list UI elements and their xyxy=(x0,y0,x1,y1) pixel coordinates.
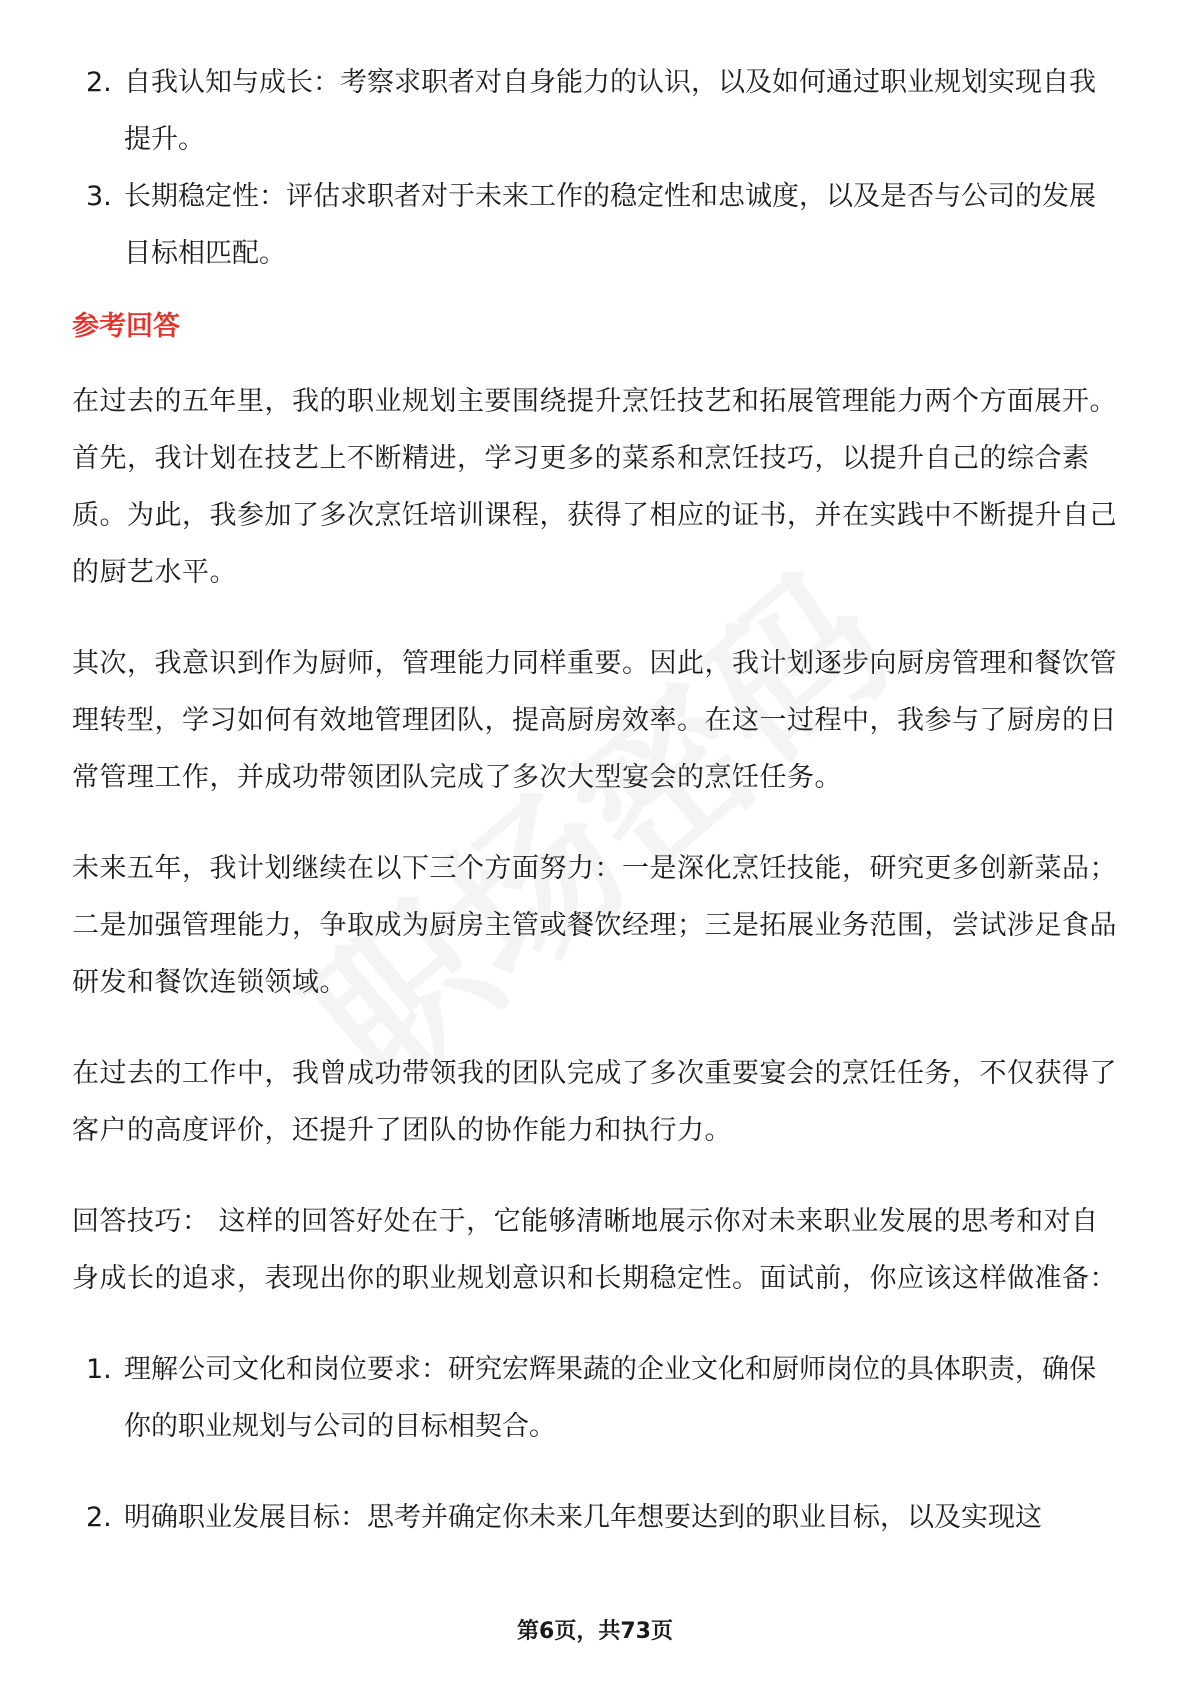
list-item-text: 明确职业发展目标：思考并确定你未来几年想要达到的职业目标，以及实现这 xyxy=(124,1502,1042,1533)
list-item-number: 2. xyxy=(86,1502,112,1533)
list-item-number: 1. xyxy=(86,1354,112,1385)
answer-paragraph: 在过去的五年里，我的职业规划主要围绕提升烹饪技艺和拓展管理能力两个方面展开。首先，我计划在技艺上不断精进，学习更多的菜系和烹饪技巧，以提升自己的综合素质。为此，我参加了多次烹饪培训课程，获得了相应的证书，并在实践中不断提升自己的厨艺水平。 xyxy=(72,386,1117,588)
answer-paragraph: 未来五年，我计划继续在以下三个方面努力：一是深化烹饪技能，研究更多创新菜品；二是加强管理能力，争取成为厨房主管或餐饮经理；三是拓展业务范围，尝试涉足食品研发和餐饮连锁领域。 xyxy=(72,853,1117,998)
section-heading: 参考回答 xyxy=(72,311,180,342)
list-item-text: 自我认知与成长：考察求职者对自身能力的认识，以及如何通过职业规划实现自我提升。 xyxy=(124,67,1096,155)
tips-paragraph: 回答技巧： 这样的回答好处在于，它能够清晰地展示你对未来职业发展的思考和对自身成长的追求，表现出你的职业规划意识和长期稳定性。面试前，你应该这样做准备： xyxy=(72,1206,1117,1294)
list-item-text: 长期稳定性：评估求职者对于未来工作的稳定性和忠诚度，以及是否与公司的发展目标相匹配。 xyxy=(124,181,1096,269)
list-item-number: 3. xyxy=(86,181,112,212)
page-content xyxy=(72,54,1122,1580)
list-item xyxy=(72,54,1122,168)
list-item xyxy=(72,1489,1122,1546)
answer-paragraph: 在过去的工作中，我曾成功带领我的团队完成了多次重要宴会的烹饪任务，不仅获得了客户的高度评价，还提升了团队的协作能力和执行力。 xyxy=(72,1058,1117,1146)
list-item xyxy=(72,1341,1122,1455)
page-footer: 第6页，共73页 xyxy=(517,1619,673,1644)
preparation-list xyxy=(72,1341,1122,1546)
list-item-text: 理解公司文化和岗位要求：研究宏辉果蔬的企业文化和厨师岗位的具体职责，确保你的职业规划与公司的目标相契合。 xyxy=(124,1354,1096,1442)
list-item xyxy=(72,168,1122,282)
answer-paragraph: 其次，我意识到作为厨师，管理能力同样重要。因此，我计划逐步向厨房管理和餐饮管理转型，学习如何有效地管理团队，提高厨房效率。在这一过程中，我参与了厨房的日常管理工作，并成功带领团队完成了多次大型宴会的烹饪任务。 xyxy=(72,648,1117,793)
list-item-number: 2. xyxy=(86,67,112,98)
criteria-list xyxy=(72,54,1122,282)
